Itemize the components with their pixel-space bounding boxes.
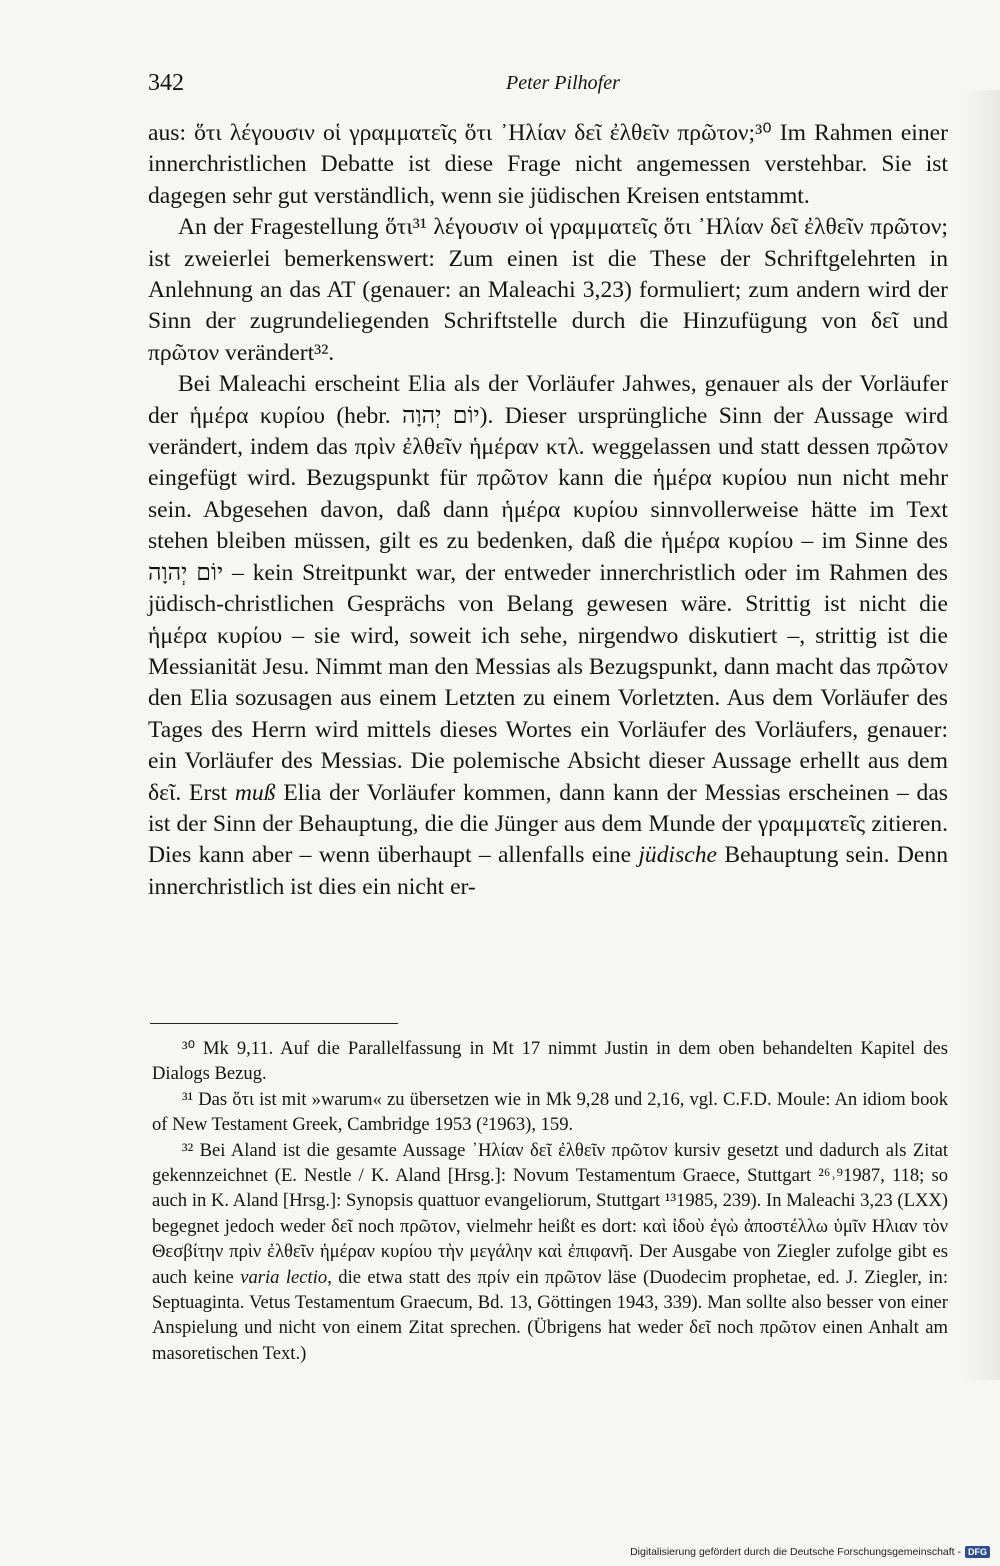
facing-page-bleed <box>960 90 1000 1380</box>
footnote-31: ³¹ Das ὅτι ist mit »warum« zu übersetzen wie in Mk 9,28 und 2,16, vgl. C.F.D. Moule: An idiom book of New Testament Greek, Cambridge 1953 (²1963), 159. <box>152 1088 948 1136</box>
footnote-30: ³⁰ Mk 9,11. Auf die Parallelfassung in Mt 17 nimmt Justin in dem oben behandelten Kapitel des Dialogs Bezug. <box>152 1038 948 1085</box>
page-number: 342 <box>148 70 184 96</box>
dfg-logo-icon: DFG <box>965 1546 990 1558</box>
emphasis-varia-lectio: varia lectio <box>240 1266 328 1288</box>
paragraph-2: An der Fragestellung ὅτι³¹ λέγουσιν οἱ γραμματεῖς ὅτι ᾿Ηλίαν δεῖ ἐλθεῖν πρῶτον; ist zweierlei bemerkenswert: Zum einen ist die These der Schriftgelehrten in Anlehnung an das AT (genauer: an Maleachi 3,23) formuliert; zum andern wird der Sinn der zugrundeliegenden Schriftstelle durch die Hinzufügung von δεῖ und πρῶτον verändert³². <box>148 214 948 366</box>
footnote-rule <box>150 1023 398 1024</box>
footnote-32-part-a: ³² Bei Aland ist die gesamte Aussage ᾿Ηλίαν δεῖ ἐλθεῖν πρῶτον kursiv gesetzt und dadurch als Zitat gekennzeichnet (E. Nestle / K. Aland [Hrsg.]: Novum Testamentum Graece, Stuttgart ²⁶˒⁹1987, 118; so auch in K. Aland [Hrsg.]: Synopsis quattuor evangeliorum, Stuttgart ¹³1985, 239). In Maleachi 3,23 (LXX) begegnet jedoch weder δεῖ noch πρῶτον, vielmehr heißt es dort: καὶ ἰδοὺ ἐγὼ ἀποστέλλω ὑμῖν Ηλιαν τὸν Θεσβίτην πρὶν ἐλθεῖν ἡμέραν κυρίου τὴν μεγάλην καὶ ἐπιφανῆ. Der Ausgabe von Ziegler zufolge gibt es auch keine <box>152 1139 948 1288</box>
emphasis-juedische: jüdische <box>638 842 718 869</box>
footer-text: Digitalisierung gefördert durch die Deutsche Forschungsgemeinschaft - <box>630 1546 961 1558</box>
paragraph-3-part-b: Elia der Vorläufer kommen, dann kann der Messias erscheinen – das ist der Sinn der Behauptung, die die Jünger aus dem Munde der γραμματεῖς zitieren. Dies kann aber – wenn überhaupt – allenfalls eine <box>148 779 948 869</box>
main-text <box>148 118 948 903</box>
digitization-footer <box>630 1546 990 1558</box>
paragraph-1: aus: ὅτι λέγουσιν οἱ γραμματεῖς ὅτι ᾿Ηλίαν δεῖ ἐλθεῖν πρῶτον;³⁰ Im Rahmen einer innerchristlichen Debatte ist diese Frage nicht angemessen verstehbar. Sie ist dagegen sehr gut verständlich, wenn sie jüdischen Kreisen entstammt. <box>148 120 948 209</box>
page-header <box>148 70 948 102</box>
footnote-32 <box>152 1138 948 1367</box>
emphasis-muss: muß <box>234 779 276 806</box>
paragraph-3-part-a: Bei Maleachi erscheint Elia als der Vorläufer Jahwes, genauer als der Vorläufer der ἡμέρα κυρίου (hebr. יוֹם יְהוָה). Dieser ursprüngliche Sinn der Aussage wird verändert, indem das πρὶν ἐλθεῖν ἡμέραν κτλ. weggelassen und statt dessen πρῶτον eingefügt wird. Bezugspunkt für πρῶτον kann die ἡμέρα κυρίου nun nicht mehr sein. Abgesehen davon, daß dann ἡμέρα κυρίου sinnvollerweise hätte im Text stehen bleiben müssen, gilt es zu bedenken, daß die ἡμέρα κυρίου – im Sinne des יוֹם יְהוָה – kein Streitpunkt war, der entweder innerchristlich oder im Rahmen des jüdisch-christlichen Gesprächs von Belang gewesen wäre. Strittig ist nicht die ἡμέρα κυρίου – sie wird, soweit ich sehe, nirgendwo diskutiert –, strittig ist die Messianität Jesu. Nimmt man den Messias als Bezugspunkt, dann macht das πρῶτον den Elia sozusagen aus einem Letzten zu einem Vorletzten. Aus dem Vorläufer des Tages des Herrn wird mittels dieses Wortes ein Vorläufer des Vorläufers, genauer: ein Vorläufer des Messias. Die polemische Absicht dieser Aussage erhellt aus dem δεῖ. Erst <box>148 371 948 806</box>
paragraph-3 <box>148 369 948 903</box>
footnotes <box>152 1036 948 1366</box>
running-head: Peter Pilhofer <box>506 72 620 94</box>
footnote-32-part-b: , die etwa statt des πρίν ein πρῶτον läse (Duodecim prophetae, ed. J. Ziegler, in: Septuaginta. Vetus Testamentum Graecum, Bd. 13, Göttingen 1943, 339). Man sollte also besser von einer Anspielung und nicht von einem Zitat sprechen. (Übrigens hat weder δεῖ noch πρῶτον einen Anhalt am masoretischen Text.) <box>152 1266 949 1364</box>
paragraph-3-part-c: Behauptung sein. Denn innerchristlich ist dies ein nicht er- <box>148 842 949 900</box>
